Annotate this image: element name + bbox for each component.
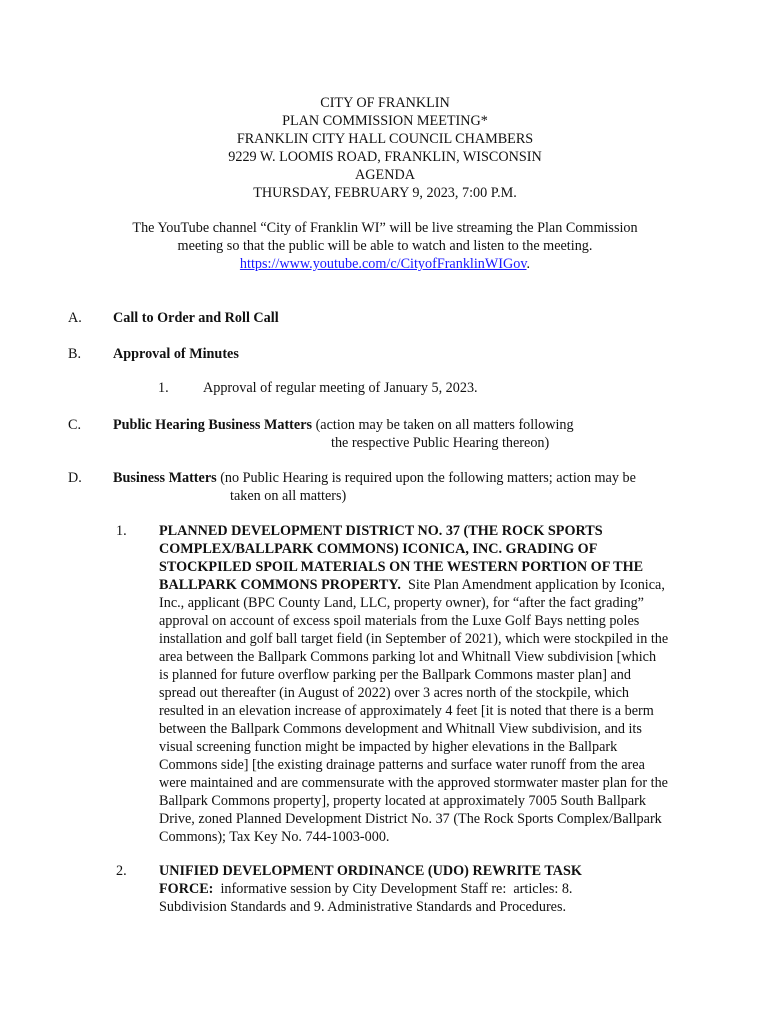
item-1-text-line-2: Inc., applicant (BPC County Land, LLC, property owner), for “after the fact grading” (159, 595, 644, 611)
notice-line-3 (0, 255, 770, 273)
item-2-text-line-2: Subdivision Standards and 9. Administrative Standards and Procedures. (159, 899, 567, 915)
section-a-title: Call to Order and Roll Call (113, 310, 279, 326)
item-1-text-line-5: area between the Ballpark Commons parking lot and Whitnall View subdivision [which (159, 649, 657, 665)
section-d-letter: D. (68, 470, 82, 486)
section-d-item-2-body (159, 862, 710, 916)
livestream-notice (0, 219, 770, 273)
youtube-link[interactable]: https://www.youtube.com/c/CityofFranklinWIGov (239, 256, 527, 272)
section-b-item-1-text: Approval of regular meeting of January 5, 2023. (203, 380, 478, 396)
item-1-heading-line-4: BALLPARK COMMONS PROPERTY. (159, 577, 401, 593)
section-c-body (113, 416, 710, 452)
section-d-note-2: taken on all matters) (230, 488, 347, 504)
section-c-note-2: the respective Public Hearing thereon) (331, 435, 550, 451)
meeting-venue: FRANKLIN CITY HALL COUNCIL CHAMBERS (236, 131, 534, 147)
item-1-text-line-8: resulted in an elevation increase of approximately 4 feet [it is noted that there is a berm (159, 703, 654, 719)
item-1-text-line-7: spread out thereafter (in August of 2022) over 3 acres north of the stockpile, which (159, 685, 630, 701)
meeting-name: PLAN COMMISSION MEETING* (282, 113, 488, 129)
section-d-item-2-num: 2. (116, 863, 127, 879)
notice-line-2: meeting so that the public will be able to watch and listen to the meeting. (177, 238, 593, 254)
section-b-item-1-num: 1. (158, 380, 169, 396)
item-1-text-line-11: Commons side] [the existing drainage patterns and surface water runoff from the area (159, 757, 645, 773)
meeting-address: 9229 W. LOOMIS ROAD, FRANKLIN, WISCONSIN (228, 149, 542, 165)
item-1-text-line-9: between the Ballpark Commons development and Whitnall View subdivision, and its (159, 721, 642, 737)
section-d-item-1-num: 1. (116, 523, 127, 539)
section-d-item-1 (68, 522, 710, 845)
section-d-title: Business Matters (113, 470, 217, 486)
link-suffix: . (526, 256, 531, 272)
item-1-heading-line-1: PLANNED DEVELOPMENT DISTRICT NO. 37 (THE ROCK SPORTS (159, 523, 603, 539)
item-2-text-line-1: informative session by City Development Staff re: articles: 8. (213, 881, 573, 897)
agenda-label: AGENDA (355, 167, 415, 183)
item-1-text-line-4: installation and golf ball target field (in September of 2021), which were stockpiled in the (159, 631, 669, 647)
section-b-letter: B. (68, 346, 82, 362)
meeting-datetime: THURSDAY, FEBRUARY 9, 2023, 7:00 P.M. (253, 185, 517, 201)
section-b-title: Approval of Minutes (113, 346, 239, 362)
item-1-text-line-3: approval on account of excess spoil materials from the Luxe Golf Bays netting poles (159, 613, 640, 629)
section-c-title: Public Hearing Business Matters (113, 417, 313, 433)
item-1-heading-line-2: COMPLEX/BALLPARK COMMONS) ICONICA, INC. GRADING OF (159, 541, 598, 557)
section-d-body (113, 469, 710, 505)
section-d (68, 469, 710, 505)
item-1-text-line-15: Commons); Tax Key No. 744-1003-000. (159, 829, 390, 845)
notice-line-1: The YouTube channel “City of Franklin WI” will be live streaming the Plan Commission (132, 220, 638, 236)
item-1-heading-line-3: STOCKPILED SPOIL MATERIALS ON THE WESTERN PORTION OF THE (159, 559, 644, 575)
item-1-text-line-14: Drive, zoned Planned Development District No. 37 (The Rock Sports Complex/Ballpark (159, 811, 662, 827)
item-1-text-line-13: Ballpark Commons property], property located at approximately 7005 South Ballpark (159, 793, 646, 809)
item-1-text-line-1: Site Plan Amendment application by Iconica, (400, 577, 665, 593)
item-2-heading-line-1: UNIFIED DEVELOPMENT ORDINANCE (UDO) REWRITE TASK (159, 863, 582, 879)
item-2-heading-line-2: FORCE: (159, 881, 214, 897)
agenda-header (0, 94, 770, 202)
item-1-text-line-10: visual screening function might be impacted by higher elevations in the Ballpark (159, 739, 618, 755)
section-b (68, 345, 710, 363)
item-1-text-line-12: were maintained and are commensurate with the approved stormwater master plan for the (159, 775, 668, 791)
section-d-item-2 (68, 862, 710, 916)
section-c (68, 416, 710, 452)
section-a-letter: A. (68, 310, 82, 326)
section-c-letter: C. (68, 417, 82, 433)
section-d-item-1-body (159, 522, 710, 846)
city-name: CITY OF FRANKLIN (320, 95, 450, 111)
section-c-note-1: (action may be taken on all matters following (312, 417, 574, 433)
item-1-text-line-6: is planned for future overflow parking per the Ballpark Commons master plan] and (159, 667, 631, 683)
section-b-item-1 (68, 379, 710, 397)
section-a (68, 309, 710, 327)
section-d-note-1: (no Public Hearing is required upon the following matters; action may be (216, 470, 636, 486)
